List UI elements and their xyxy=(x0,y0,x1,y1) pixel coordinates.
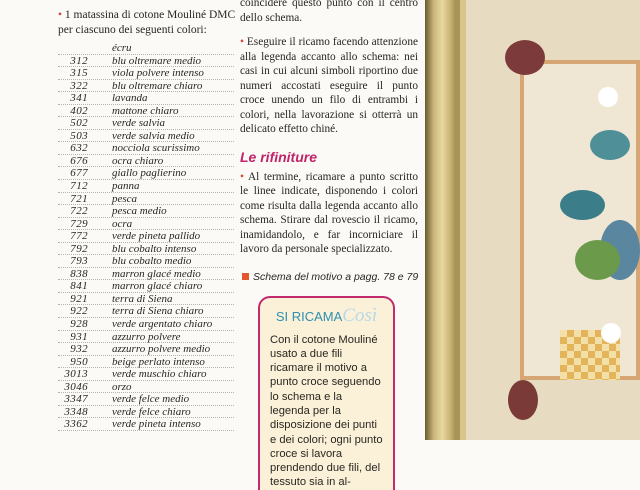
color-row xyxy=(58,142,234,155)
color-name: verde felce medio xyxy=(112,393,190,406)
color-row xyxy=(58,218,234,231)
color-row xyxy=(58,318,234,331)
color-code: 502 xyxy=(70,117,88,130)
color-name: panna xyxy=(112,180,140,193)
color-code: 3013 xyxy=(64,368,88,381)
color-code: 721 xyxy=(70,192,88,205)
color-row xyxy=(58,381,234,394)
color-code: 772 xyxy=(70,230,88,243)
color-code: 312 xyxy=(70,54,88,67)
color-name: marron glacé medio xyxy=(112,267,201,280)
color-code: 838 xyxy=(70,267,88,280)
color-code xyxy=(58,42,88,54)
color-row xyxy=(58,268,234,281)
color-code: 315 xyxy=(70,67,88,80)
color-row xyxy=(58,67,234,80)
color-name: terra di Siena xyxy=(112,292,173,305)
color-code: 3347 xyxy=(64,393,88,406)
color-name: ocra xyxy=(112,217,133,230)
color-code: 677 xyxy=(70,167,88,180)
chart-reference: Schema del motivo a pagg. 78 e 79 xyxy=(242,271,418,284)
tip-box-title: SI RICAMACosì xyxy=(275,304,378,326)
color-code: 841 xyxy=(70,280,88,293)
color-row xyxy=(58,331,234,344)
paragraph: • Eseguire il ricamo facendo attenzione alla legenda accanto allo schema: nei casi in cui alcuni simboli riportino due numeri accostati eseguire il punto croce unendo un filo di entrambi i colori, nella lavorazione si otterrà un delicato effetto chiné. xyxy=(240,36,418,135)
color-name: giallo paglierino xyxy=(112,167,187,180)
color-code: 676 xyxy=(70,154,88,167)
color-code: 928 xyxy=(70,318,88,331)
color-row xyxy=(58,193,234,206)
color-name: mattone chiaro xyxy=(112,104,179,117)
color-name: orzo xyxy=(112,380,132,393)
paragraph: coincidere questo punto con il centro dello schema. xyxy=(240,0,418,24)
color-name: marron glacé chiaro xyxy=(112,280,203,293)
color-code: 932 xyxy=(70,343,88,356)
color-name: terra di Siena chiaro xyxy=(112,305,204,318)
color-code: 322 xyxy=(70,79,88,92)
color-row xyxy=(58,418,234,431)
color-row xyxy=(58,130,234,143)
instructions-column xyxy=(240,0,419,489)
color-code: 793 xyxy=(70,255,88,268)
color-code: 503 xyxy=(70,129,88,142)
color-code: 921 xyxy=(70,292,88,305)
leaf-motif xyxy=(590,130,630,160)
color-row xyxy=(58,205,234,218)
tip-box-text: Con il cotone Mouliné usato a due fili ricamare il motivo a punto croce seguendo lo schema e la legenda per la disposizione dei punti e dei colori; ogni punto croce si lavora prendendo due fili, del tessuto sia in al- xyxy=(270,333,383,489)
bullet-icon: • xyxy=(240,170,248,183)
color-row xyxy=(58,243,234,256)
color-row xyxy=(58,92,234,105)
color-name: viola polvere intenso xyxy=(112,67,204,80)
bullet-icon: • xyxy=(58,9,65,21)
color-name: blu cobalto intenso xyxy=(112,242,197,255)
color-row xyxy=(58,167,234,180)
color-name: azzurro polvere medio xyxy=(112,343,211,356)
tip-box xyxy=(258,296,395,490)
color-code: 3348 xyxy=(64,405,88,418)
color-table xyxy=(58,42,234,431)
color-row xyxy=(58,42,234,55)
leaf-motif xyxy=(575,240,620,280)
color-row xyxy=(58,230,234,243)
color-name: beige perlato intenso xyxy=(112,355,205,368)
color-name: verde pineta pallido xyxy=(112,230,201,243)
color-code: 3046 xyxy=(64,380,88,393)
color-row xyxy=(58,280,234,293)
color-name: verde muschio chiaro xyxy=(112,368,207,381)
color-code: 729 xyxy=(70,217,88,230)
color-row xyxy=(58,105,234,118)
section-heading: Le rifiniture xyxy=(240,148,318,165)
color-code: 931 xyxy=(70,330,88,343)
color-name: blu oltremare medio xyxy=(112,54,202,67)
color-code: 341 xyxy=(70,92,88,105)
color-row xyxy=(58,393,234,406)
color-code: 3362 xyxy=(64,418,88,431)
color-row xyxy=(58,305,234,318)
grapes-motif xyxy=(508,380,538,420)
bullet-icon: • xyxy=(240,36,247,48)
color-name: nocciola scurissimo xyxy=(112,142,200,155)
color-name: blu oltremare chiaro xyxy=(112,79,203,92)
color-name: lavanda xyxy=(112,92,148,105)
color-name: ocra chiaro xyxy=(112,154,164,167)
color-code: 712 xyxy=(70,180,88,193)
color-row xyxy=(58,180,234,193)
color-row xyxy=(58,343,234,356)
color-name: pesca xyxy=(112,192,138,205)
color-row xyxy=(58,155,234,168)
color-name: verde felce chiaro xyxy=(112,405,191,418)
binder-hole xyxy=(601,323,621,343)
color-code: 632 xyxy=(70,142,88,155)
color-code: 722 xyxy=(70,205,88,218)
color-name: verde salvia xyxy=(112,117,166,130)
color-name: verde pineta intenso xyxy=(112,418,201,431)
grapes-motif xyxy=(505,40,545,75)
color-name: verde argentato chiaro xyxy=(112,318,213,331)
color-code: 922 xyxy=(70,305,88,318)
color-row xyxy=(58,356,234,369)
color-name: verde salvia medio xyxy=(112,129,195,142)
paragraph: • Al termine, ricamare a punto scritto le linee indicate, disponendo i colori come risulta dalla legenda accanto allo schema. Stirare dal rovescio il ricamo, inamidandolo, e far incorniciare il lavoro da personale specializzato. xyxy=(240,170,419,255)
leaf-motif xyxy=(560,190,605,220)
color-row xyxy=(58,117,234,130)
color-row xyxy=(58,368,234,381)
color-name: écru xyxy=(112,42,132,54)
binder-hole xyxy=(598,87,618,107)
materials-intro: • 1 matassina di cotone Mouliné DMC per ciascuno dei seguenti colori: xyxy=(58,9,236,36)
color-code: 950 xyxy=(70,355,88,368)
color-row xyxy=(58,406,234,419)
color-name: blu cobalto medio xyxy=(112,255,192,268)
color-code: 792 xyxy=(70,242,88,255)
color-row xyxy=(58,293,234,306)
color-row xyxy=(58,255,234,268)
color-name: pesca medio xyxy=(112,205,167,218)
color-name: azzurro polvere xyxy=(112,330,181,343)
color-code: 402 xyxy=(70,104,88,117)
color-row xyxy=(58,80,234,93)
square-bullet-icon xyxy=(242,273,249,280)
color-row xyxy=(58,55,234,68)
